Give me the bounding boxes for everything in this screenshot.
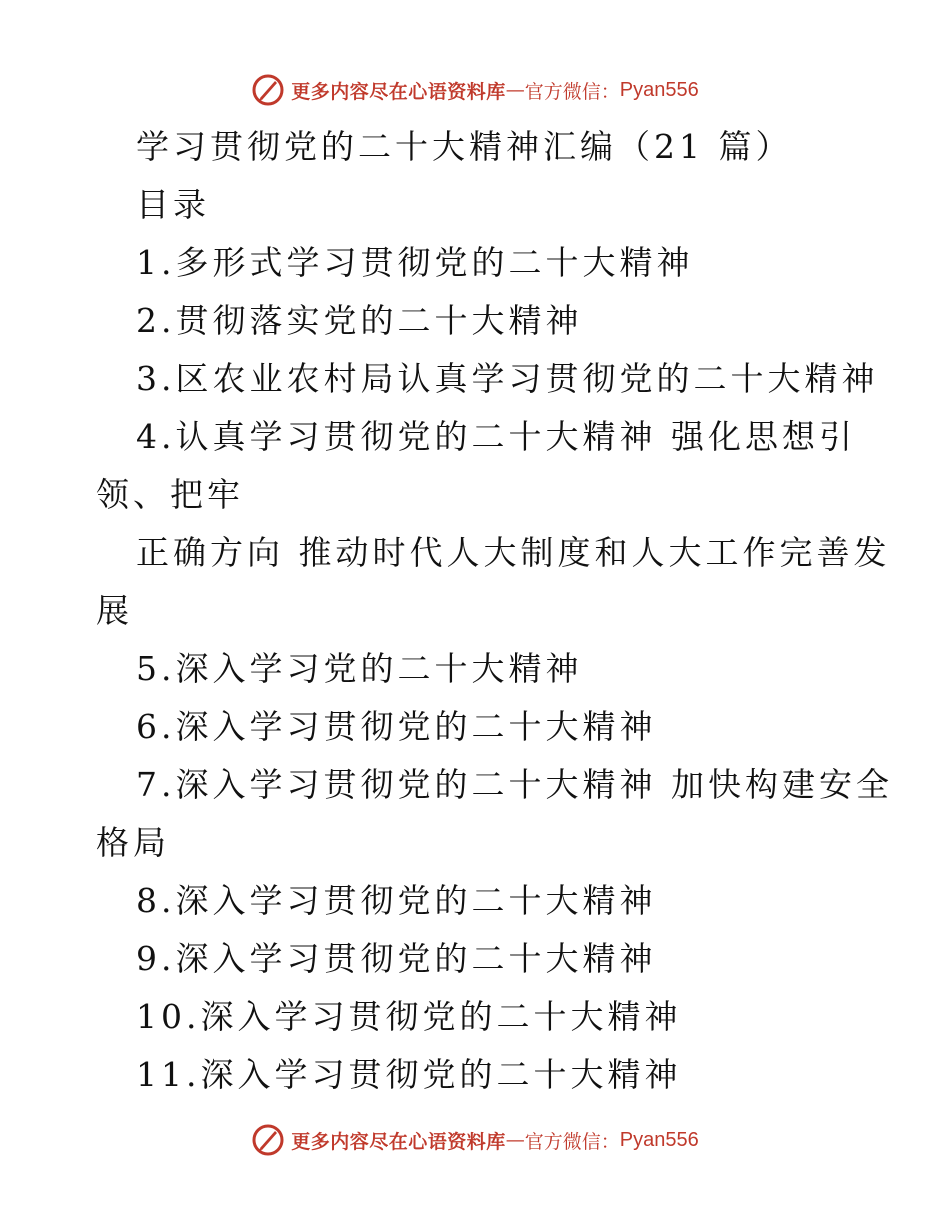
toc-item-continuation: 格局 xyxy=(96,823,170,862)
banner-text: 更多内容尽在心语资料库 xyxy=(291,80,506,103)
banner-wechat-id: Pyan556 xyxy=(619,1128,699,1151)
document-title: 学习贯彻党的二十大精神汇编（21 篇） xyxy=(136,127,793,166)
quill-seal-icon xyxy=(251,1123,285,1157)
toc-item: 9.深入学习贯彻党的二十大精神 xyxy=(136,939,657,978)
toc-item: 1.多形式学习贯彻党的二十大精神 xyxy=(136,243,694,282)
banner-separator: — xyxy=(505,79,525,101)
banner-wechat-id: Pyan556 xyxy=(619,78,699,101)
toc-item: 8.深入学习贯彻党的二十大精神 xyxy=(136,881,657,920)
toc-item-continuation: 领、把牢 xyxy=(96,475,244,514)
banner-text: 更多内容尽在心语资料库 xyxy=(291,1130,506,1153)
toc-item-continuation: 正确方向 推动时代人大制度和人大工作完善发 xyxy=(136,533,891,572)
toc-item: 3.区农业农村局认真学习贯彻党的二十大精神 xyxy=(136,359,879,398)
banner-separator: — xyxy=(505,1129,525,1151)
toc-item: 2.贯彻落实党的二十大精神 xyxy=(136,301,583,340)
header-watermark xyxy=(0,70,950,110)
toc-item: 4.认真学习贯彻党的二十大精神 强化思想引 xyxy=(136,417,856,456)
toc-item: 11.深入学习贯彻党的二十大精神 xyxy=(136,1055,682,1094)
banner-wechat-label: 官方微信： xyxy=(524,1130,620,1153)
toc-item: 5.深入学习党的二十大精神 xyxy=(136,649,583,688)
toc-heading: 目录 xyxy=(136,185,210,224)
toc-item: 10.深入学习贯彻党的二十大精神 xyxy=(136,997,682,1036)
banner-wechat-label: 官方微信： xyxy=(524,80,620,103)
toc-item: 7.深入学习贯彻党的二十大精神 加快构建安全 xyxy=(136,765,893,804)
footer-watermark xyxy=(0,1120,950,1160)
toc-item: 6.深入学习贯彻党的二十大精神 xyxy=(136,707,657,746)
toc-item-continuation: 展 xyxy=(96,591,133,630)
quill-seal-icon xyxy=(251,73,285,107)
